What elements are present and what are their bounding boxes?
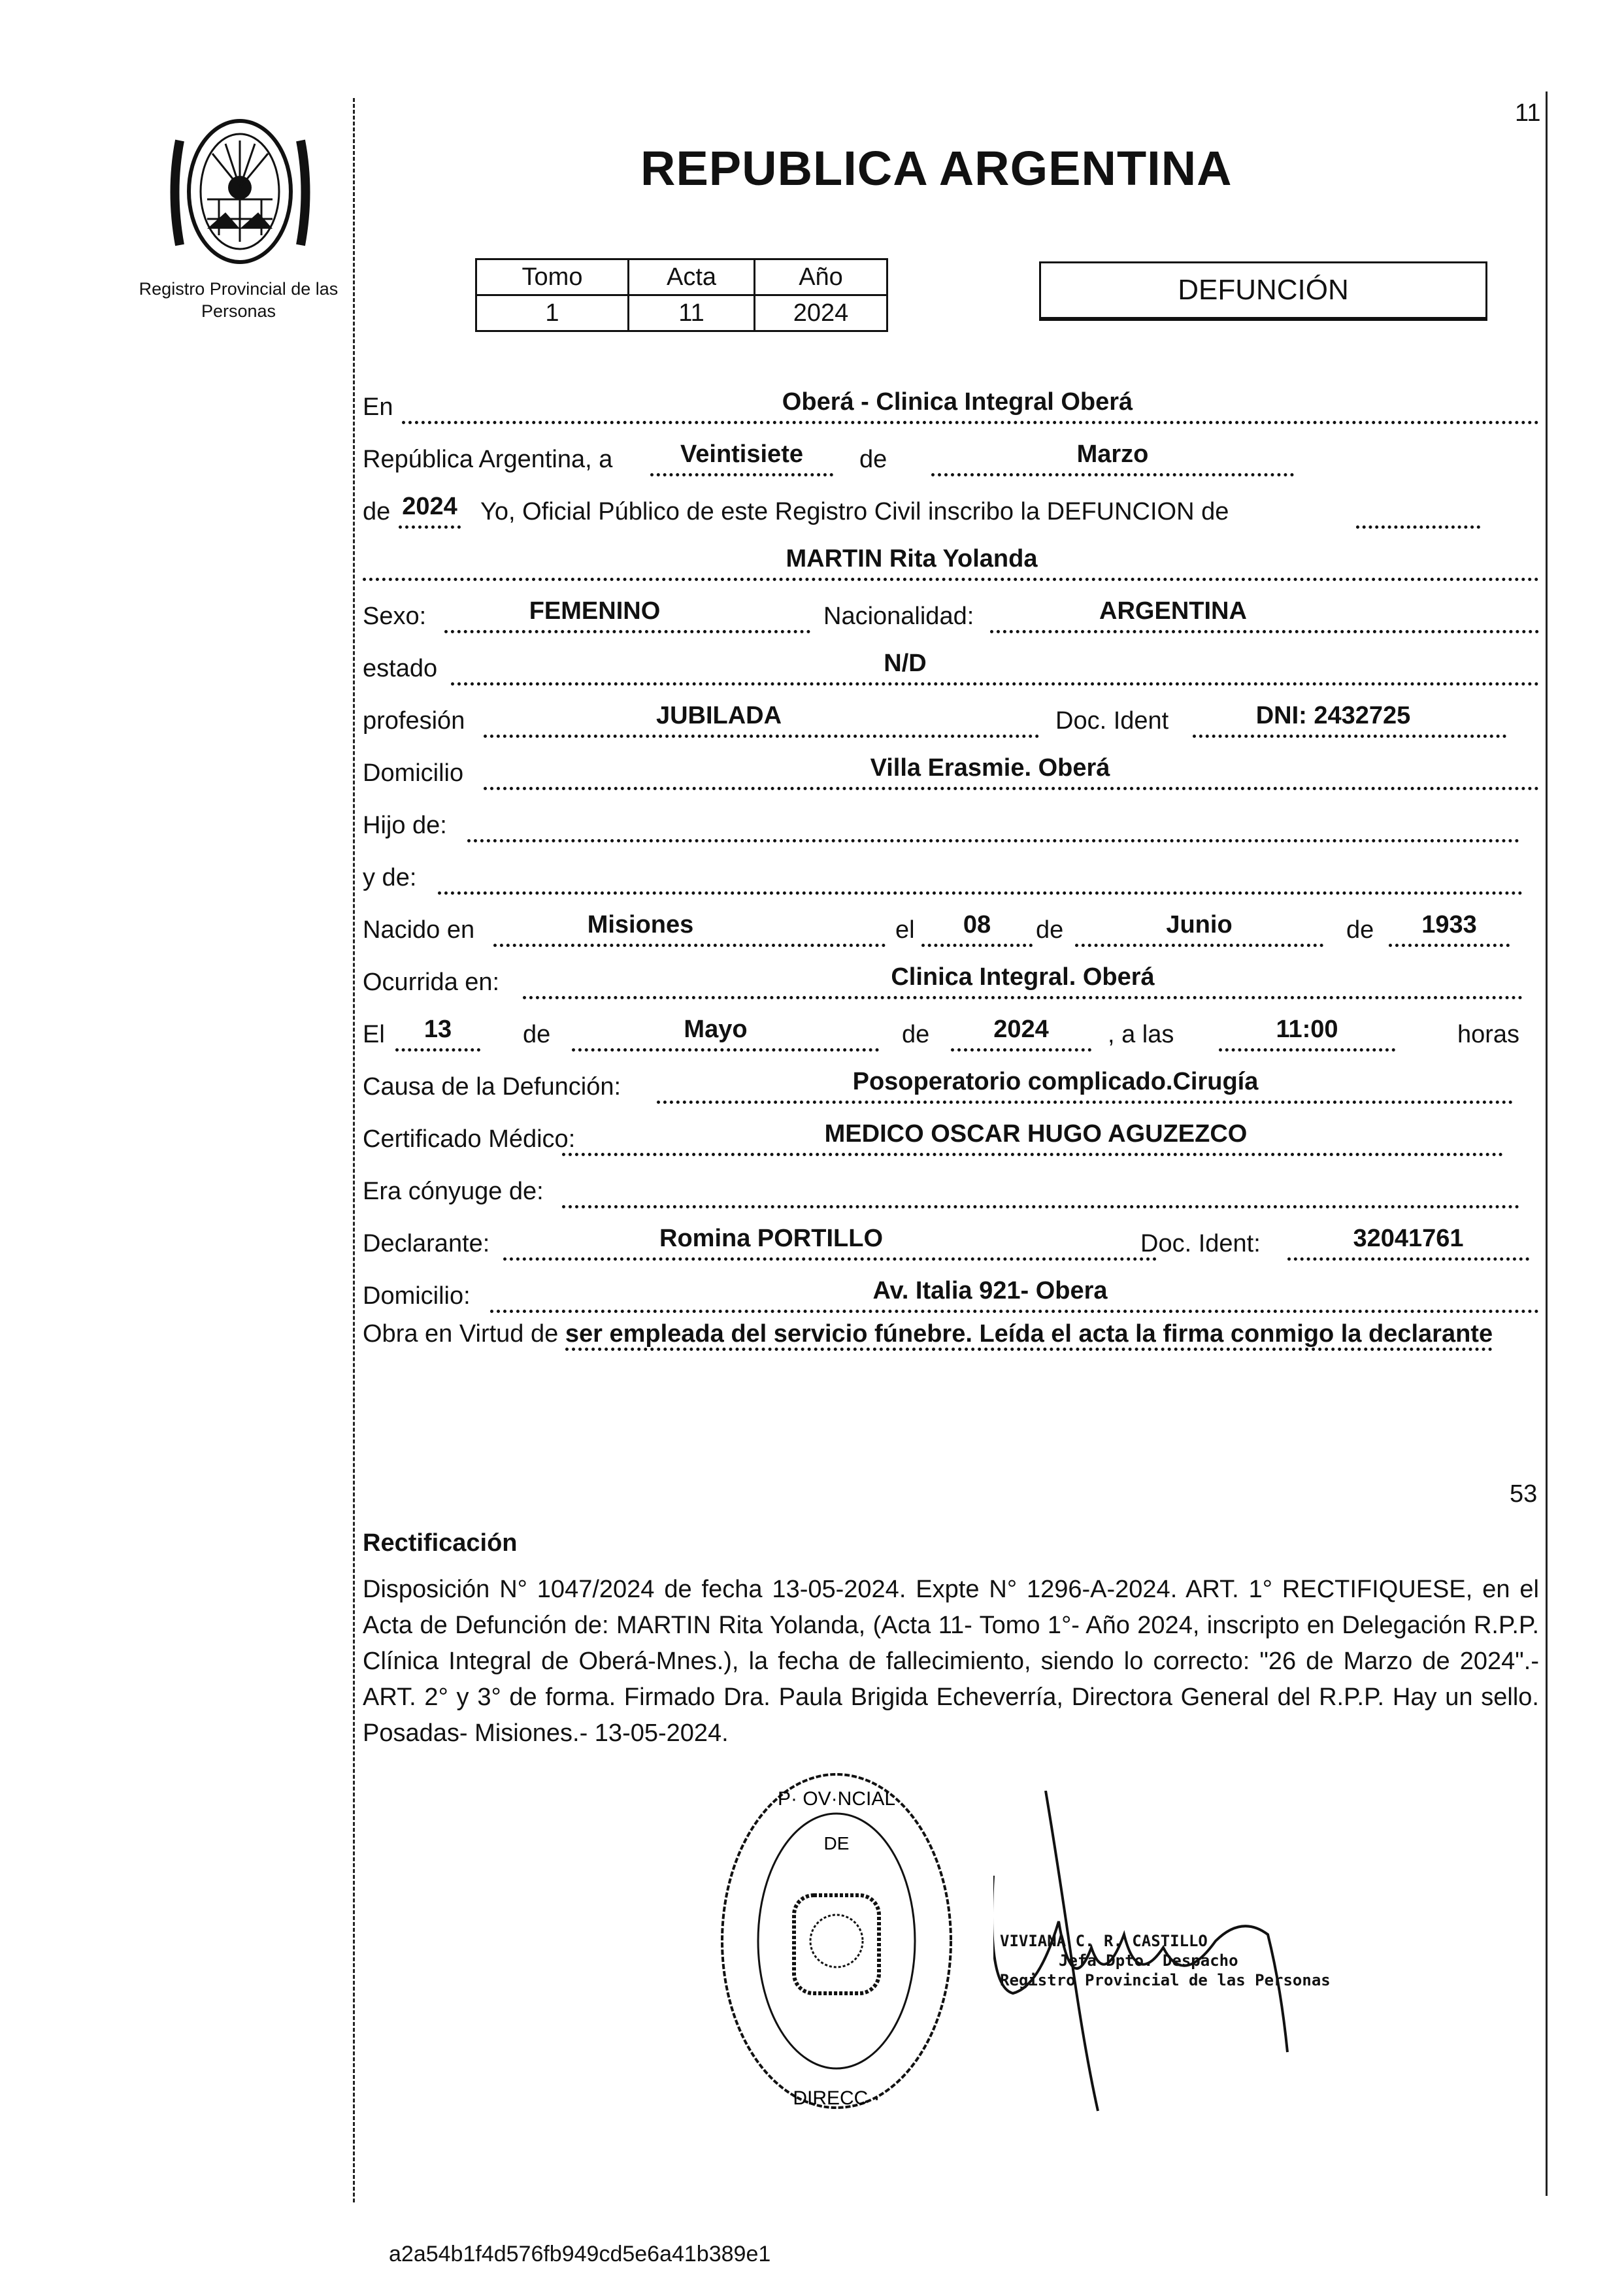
row-fecha-defuncion	[363, 1010, 1539, 1055]
sexo-value: FEMENINO	[529, 597, 661, 625]
certificado-value: MEDICO OSCAR HUGO AGUZEZCO	[824, 1120, 1248, 1148]
page-number: 11	[1515, 99, 1541, 127]
row-conyuge	[363, 1167, 1539, 1212]
row-certificado	[363, 1114, 1539, 1160]
ocurrida-value: Clinica Integral. Oberá	[891, 963, 1155, 991]
obra-label: Obra en Virtud de	[363, 1320, 559, 1348]
record-table	[475, 258, 888, 332]
domicilio-value: Villa Erasmie. Oberá	[870, 754, 1110, 782]
de-label: de	[363, 498, 391, 525]
de-label: de	[1036, 916, 1064, 944]
profesion-label: profesión	[363, 707, 465, 735]
row-fecha	[363, 435, 1539, 480]
official-stamp	[706, 1765, 993, 2117]
estado-value: N/D	[884, 650, 927, 677]
ocurrida-fill-line	[523, 996, 1523, 999]
nacido-label: Nacido en	[363, 916, 475, 944]
row-anio	[363, 487, 1539, 533]
acta-value: 11	[629, 295, 755, 331]
en-fill-line	[402, 421, 1539, 424]
death-month-fill-line	[572, 1048, 879, 1052]
signatory-role: Jefa Dpto. Despacho	[1059, 1951, 1238, 1970]
en-label: En	[363, 393, 393, 421]
misiones-coat-of-arms-logo	[167, 114, 314, 268]
inscription-year: 2024	[402, 493, 457, 520]
row-domicilio-declarante	[363, 1271, 1539, 1317]
ocurrida-label: Ocurrida en:	[363, 969, 500, 996]
registry-caption: Registro Provincial de las Personas	[139, 279, 339, 321]
y-de-fill-line	[438, 891, 1523, 895]
statement-fill-line	[1356, 525, 1480, 529]
right-margin-line	[1546, 91, 1548, 2196]
domicilio-label: Domicilio	[363, 759, 464, 787]
tomo-value: 1	[476, 295, 629, 331]
row-causa	[363, 1062, 1539, 1108]
sexo-label: Sexo:	[363, 603, 427, 630]
death-time: 11:00	[1276, 1016, 1338, 1043]
rectificacion-title: Rectificación	[363, 1529, 518, 1557]
de-label: de	[523, 1021, 551, 1048]
anio-value: 2024	[755, 295, 887, 331]
obra-value: ser empleada del servicio fúnebre. Leída el acta la firma conmigo la declarante	[565, 1320, 1493, 1351]
row-declarante	[363, 1219, 1539, 1265]
svg-text:DIRECC ·: DIRECC ·	[793, 2087, 880, 2109]
year-fill-line	[399, 525, 461, 529]
death-month: Mayo	[684, 1016, 748, 1043]
document-hash: a2a54b1f4d576fb949cd5e6a41b389e1	[389, 2242, 771, 2266]
de-label: de	[902, 1021, 930, 1048]
row-nacido	[363, 905, 1539, 951]
declarante-value: Romina PORTILLO	[659, 1225, 883, 1252]
birth-day-fill-line	[921, 944, 1033, 947]
de-label: de	[859, 446, 887, 473]
row-domicilio	[363, 748, 1539, 794]
month-fill-line	[931, 473, 1294, 476]
signature-block	[1000, 1931, 1331, 1990]
death-year-fill-line	[951, 1048, 1091, 1052]
causa-value: Posoperatorio complicado.Cirugía	[852, 1068, 1259, 1095]
hijo-de-label: Hijo de:	[363, 812, 447, 839]
horas-label: horas	[1457, 1021, 1520, 1048]
row-sexo	[363, 591, 1539, 637]
left-margin-line	[353, 98, 355, 2202]
death-day: 13	[423, 1016, 452, 1043]
rectificacion-body: Disposición N° 1047/2024 de fecha 13-05-2024. Expte N° 1296-A-2024. ART. 1° RECTIFIQUESE, en el Acta de Defunción de: MARTIN Rita Yolanda, (Acta 11- Tomo 1°- Año 2024, inscripto en Delegación R.P.P. Clínica Integral de Oberá-Mnes.), la fecha de fallecimiento, siendo lo correcto: "26 de Marzo de 2024".- ART. 2° y 3° de forma. Firmado Dra. Paula Brigida Echeverría, Directora General del R.P.P. Hay un sello. Posadas- Misiones.- 13-05-2024.	[363, 1576, 1539, 1747]
anio-header: Año	[755, 259, 887, 295]
de-label: de	[1346, 916, 1374, 944]
birthplace-value: Misiones	[587, 911, 694, 938]
row-y-de	[363, 853, 1539, 899]
death-year: 2024	[993, 1016, 1049, 1043]
birth-year-fill-line	[1389, 944, 1510, 947]
row-en	[363, 382, 1539, 428]
domicilio-declarante-value: Av. Italia 921- Obera	[872, 1277, 1108, 1304]
statement-text: Yo, Oficial Público de este Registro Civil inscribo la DEFUNCION de	[480, 498, 1229, 525]
certificado-fill-line	[562, 1153, 1503, 1156]
svg-text:P· OV·NCIAL: P· OV·NCIAL	[777, 1788, 896, 1810]
row-obra	[363, 1314, 1539, 1354]
doc-ident-label: Doc. Ident:	[1140, 1230, 1261, 1257]
declarante-doc-value: 32041761	[1353, 1225, 1464, 1252]
y-de-label: y de:	[363, 864, 417, 891]
dni-value: DNI: 2432725	[1255, 702, 1411, 729]
birth-month-fill-line	[1075, 944, 1323, 947]
inscription-month: Marzo	[1076, 440, 1149, 468]
day-fill-line	[650, 473, 833, 476]
domicilio-fill-line	[484, 787, 1539, 790]
name-fill-line	[363, 578, 1539, 581]
tomo-header: Tomo	[476, 259, 629, 295]
row-hijo-de	[363, 801, 1539, 846]
birth-day: 08	[963, 911, 991, 938]
estado-label: estado	[363, 655, 438, 682]
certificado-label: Certificado Médico:	[363, 1125, 576, 1153]
profesion-fill-line	[484, 735, 1039, 738]
domicilio-declarante-fill-line	[490, 1310, 1539, 1313]
hijo-de-fill-line	[467, 839, 1519, 842]
declarante-label: Declarante:	[363, 1230, 490, 1257]
nacionalidad-fill-line	[990, 630, 1539, 633]
el-label: el	[895, 916, 915, 944]
nacionalidad-label: Nacionalidad:	[823, 603, 974, 630]
doc-ident-label: Doc. Ident	[1055, 707, 1169, 735]
sexo-fill-line	[444, 630, 810, 633]
a-las-label: , a las	[1108, 1021, 1174, 1048]
svg-text:DE: DE	[823, 1833, 850, 1853]
conyuge-fill-line	[562, 1205, 1519, 1208]
record-type-box: DEFUNCIÓN	[1039, 261, 1487, 319]
rectificacion-page-number: 53	[1510, 1480, 1538, 1508]
declarante-fill-line	[503, 1257, 1157, 1261]
row-nombre	[363, 539, 1539, 585]
row-estado	[363, 644, 1539, 689]
row-profesion	[363, 696, 1539, 742]
signatory-name: VIVIANA C. R. CASTILLO	[1000, 1932, 1208, 1950]
conyuge-label: Era cónyuge de:	[363, 1178, 544, 1205]
doc-ident-fill-line	[1193, 735, 1506, 738]
nacionalidad-value: ARGENTINA	[1099, 597, 1247, 625]
causa-fill-line	[657, 1101, 1513, 1104]
el-label: El	[363, 1021, 385, 1048]
page-title: REPUBLICA ARGENTINA	[640, 141, 1233, 195]
death-day-fill-line	[395, 1048, 480, 1052]
domicilio-declarante-label: Domicilio:	[363, 1282, 471, 1310]
profesion-value: JUBILADA	[655, 702, 782, 729]
birth-year: 1933	[1421, 911, 1477, 938]
inscription-day: Veintisiete	[680, 440, 803, 468]
fecha-label: República Argentina, a	[363, 446, 613, 473]
deceased-name: MARTIN Rita Yolanda	[786, 545, 1038, 572]
declarante-doc-fill-line	[1287, 1257, 1529, 1261]
en-value: Oberá - Clinica Integral Oberá	[782, 388, 1133, 416]
row-ocurrida	[363, 957, 1539, 1003]
acta-header: Acta	[629, 259, 755, 295]
birth-month: Junio	[1166, 911, 1233, 938]
estado-fill-line	[451, 682, 1539, 686]
causa-label: Causa de la Defunción:	[363, 1073, 621, 1101]
time-fill-line	[1219, 1048, 1395, 1052]
birthplace-fill-line	[493, 944, 886, 947]
signatory-office: Registro Provincial de las Personas	[1000, 1971, 1331, 1989]
